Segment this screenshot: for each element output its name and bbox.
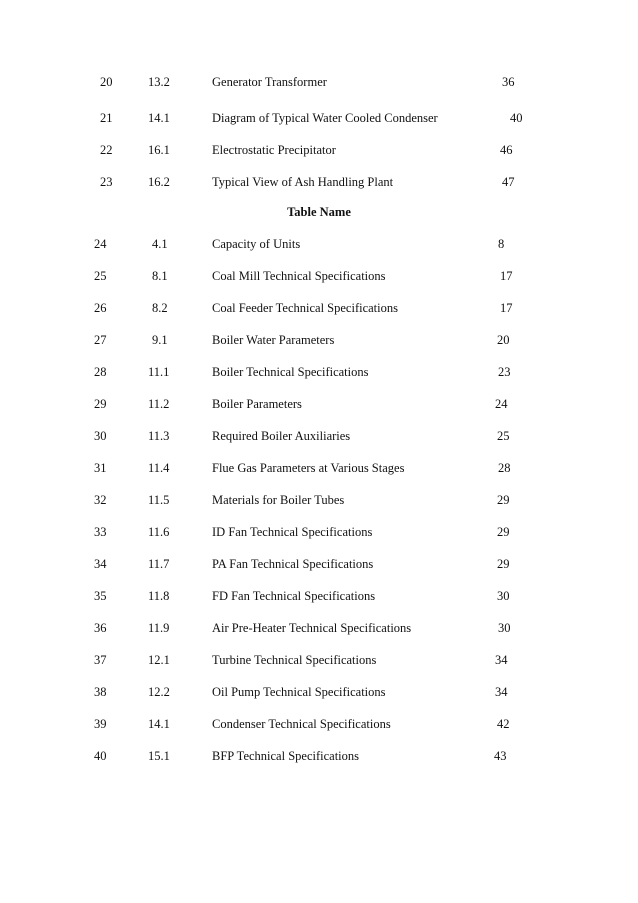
section-number: 11.1	[148, 365, 170, 379]
page-number: 29	[497, 493, 510, 507]
page-number: 17	[500, 301, 513, 315]
page-number: 40	[510, 111, 523, 125]
entry-title: Turbine Technical Specifications	[212, 653, 377, 667]
table-row	[0, 554, 638, 574]
entry-title: BFP Technical Specifications	[212, 749, 360, 763]
entry-title: Condenser Technical Specifications	[212, 717, 391, 731]
section-number: 11.9	[148, 621, 170, 635]
entry-title: FD Fan Technical Specifications	[212, 589, 376, 603]
section-number: 14.1	[148, 717, 170, 731]
entry-title: Coal Mill Technical Specifications	[212, 269, 386, 283]
figure-row	[0, 172, 638, 192]
table-row	[0, 586, 638, 606]
page-number: 29	[497, 525, 510, 539]
table-row	[0, 682, 638, 702]
entry-number: 32	[94, 493, 107, 507]
section-number: 11.3	[148, 429, 170, 443]
page-number: 34	[495, 653, 508, 667]
section-number: 11.6	[148, 525, 170, 539]
entry-title: Generator Transformer	[212, 75, 327, 89]
entry-number: 20	[100, 75, 113, 89]
entry-title: Diagram of Typical Water Cooled Condenser	[212, 111, 438, 125]
figure-row	[0, 108, 638, 128]
table-row	[0, 362, 638, 382]
page-number: 8	[498, 237, 505, 251]
section-number: 8.1	[152, 269, 168, 283]
page-number: 28	[498, 461, 511, 475]
entry-number: 28	[94, 365, 107, 379]
section-number: 13.2	[148, 75, 170, 89]
section-number: 11.2	[148, 397, 170, 411]
page-number: 46	[500, 143, 513, 157]
section-number: 14.1	[148, 111, 170, 125]
entry-title: Boiler Water Parameters	[212, 333, 335, 347]
entry-title: Boiler Technical Specifications	[212, 365, 369, 379]
entry-title: Typical View of Ash Handling Plant	[212, 175, 394, 189]
entry-number: 31	[94, 461, 107, 475]
figure-row	[0, 72, 638, 92]
section-number: 11.7	[148, 557, 170, 571]
entry-number: 25	[94, 269, 107, 283]
section-number: 16.2	[148, 175, 170, 189]
entry-number: 34	[94, 557, 107, 571]
page-number: 25	[497, 429, 510, 443]
section-number: 8.2	[152, 301, 168, 315]
section-number: 15.1	[148, 749, 170, 763]
entry-number: 24	[94, 237, 107, 251]
table-row	[0, 458, 638, 478]
entry-number: 22	[100, 143, 113, 157]
entry-title: Oil Pump Technical Specifications	[212, 685, 386, 699]
entry-number: 36	[94, 621, 107, 635]
page-number: 30	[498, 621, 511, 635]
entry-title: Boiler Parameters	[212, 397, 302, 411]
section-number: 11.4	[148, 461, 170, 475]
entry-title: Flue Gas Parameters at Various Stages	[212, 461, 405, 475]
table-row	[0, 266, 638, 286]
section-number: 16.1	[148, 143, 170, 157]
page-number: 24	[495, 397, 508, 411]
page-number: 34	[495, 685, 508, 699]
page-number: 29	[497, 557, 510, 571]
page-number: 42	[497, 717, 510, 731]
table-row	[0, 394, 638, 414]
table-row	[0, 330, 638, 350]
entry-number: 35	[94, 589, 107, 603]
section-number: 11.8	[148, 589, 170, 603]
section-number: 12.2	[148, 685, 170, 699]
table-list-heading: Table Name	[287, 205, 351, 219]
entry-number: 40	[94, 749, 107, 763]
entry-title: Electrostatic Precipitator	[212, 143, 336, 157]
entry-title: PA Fan Technical Specifications	[212, 557, 374, 571]
table-row	[0, 618, 638, 638]
table-row	[0, 298, 638, 318]
table-row	[0, 234, 638, 254]
entry-title: Air Pre-Heater Technical Specifications	[212, 621, 412, 635]
table-row	[0, 522, 638, 542]
entry-number: 38	[94, 685, 107, 699]
entry-title: Coal Feeder Technical Specifications	[212, 301, 398, 315]
entry-number: 26	[94, 301, 107, 315]
page-number: 36	[502, 75, 515, 89]
section-number: 9.1	[152, 333, 168, 347]
entry-number: 23	[100, 175, 113, 189]
entry-title: Materials for Boiler Tubes	[212, 493, 345, 507]
entry-number: 29	[94, 397, 107, 411]
page-number: 17	[500, 269, 513, 283]
section-number: 11.5	[148, 493, 170, 507]
figure-row	[0, 140, 638, 160]
table-row	[0, 490, 638, 510]
entry-title: Required Boiler Auxiliaries	[212, 429, 351, 443]
section-number: 12.1	[148, 653, 170, 667]
page-number: 47	[502, 175, 515, 189]
page-number: 30	[497, 589, 510, 603]
section-number: 4.1	[152, 237, 168, 251]
table-row	[0, 746, 638, 766]
page-number: 20	[497, 333, 510, 347]
entry-title: ID Fan Technical Specifications	[212, 525, 373, 539]
entry-number: 30	[94, 429, 107, 443]
table-row	[0, 714, 638, 734]
entry-number: 27	[94, 333, 107, 347]
page-number: 23	[498, 365, 511, 379]
table-row	[0, 650, 638, 670]
entry-title: Capacity of Units	[212, 237, 301, 251]
entry-number: 21	[100, 111, 113, 125]
entry-number: 33	[94, 525, 107, 539]
table-row	[0, 426, 638, 446]
entry-number: 37	[94, 653, 107, 667]
page-number: 43	[494, 749, 507, 763]
entry-number: 39	[94, 717, 107, 731]
